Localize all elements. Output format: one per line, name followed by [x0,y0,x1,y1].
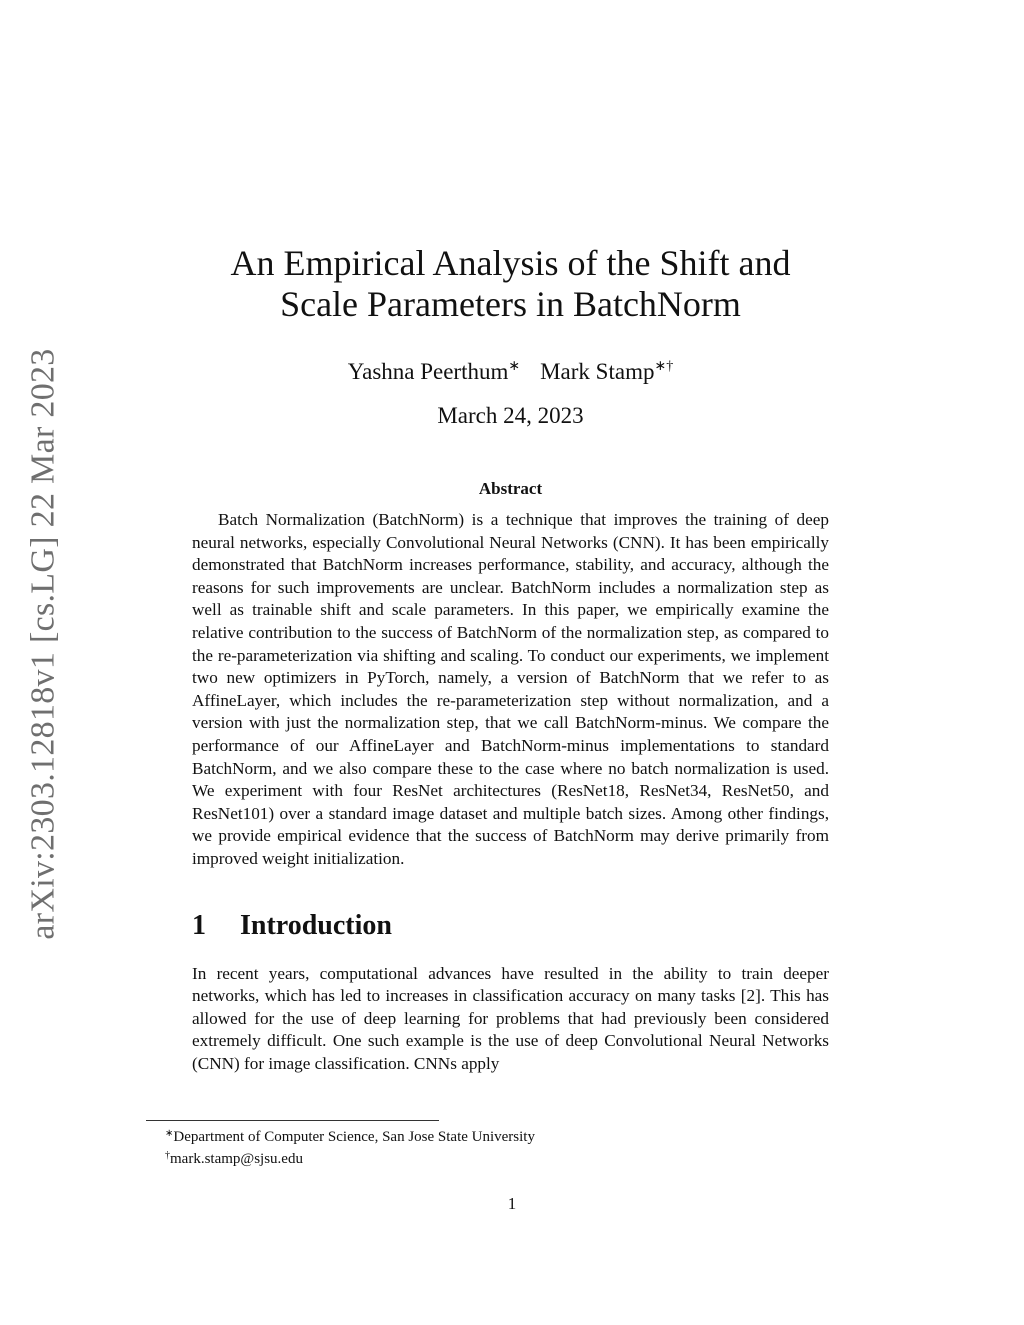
author-1-marks: ∗ [508,359,521,374]
arxiv-identifier-stamp [22,350,66,938]
footnote-affiliation-mark: ∗ [165,1128,174,1139]
paper-first-page [192,243,829,1093]
introduction-paragraph: In recent years, computational advances have resulted in the ability to train deeper networks, which has led to increases in classification accuracy on many tasks [2]. This has allowed for the use of deep learning for problems that had previously been considered extremely difficult. One such example is the use of deep Convolutional Neural Networks (CNN) for image classification. CNNs apply [192,963,829,1073]
arxiv-identifier-text: arXiv:2303.12818v1 [cs.LG] 22 Mar 2023 [25,348,63,940]
footnote-email [165,1148,535,1170]
footnotes [165,1126,535,1170]
abstract-text: Batch Normalization (BatchNorm) is a technique that improves the training of deep neural networks, especially Convolutional Neural Networks (CNN). It has been empirically demonstrated that BatchNorm increases performance, stability, and accuracy, although the reasons for such improvements are unclear. BatchNorm includes a normalization step as well as trainable shift and scale parameters. In this paper, we empirically examine the relative contribution to the success of BatchNorm of the normalization step, as compared to the re-parameterization via shifting and scaling. To conduct our experiments, we implement two new optimizers in PyTorch, namely, a version of BatchNorm that we refer to as AffineLayer, which includes the re-parameterization step without normalization, and a version with just the normalization step, that we call BatchNorm-minus. We compare the performance of our AffineLayer and BatchNorm-minus implementations to standard BatchNorm, and we also compare these to the case where no batch normalization is used. We experiment with four ResNet architectures (ResNet18, ResNet34, ResNet50, and ResNet101) over a standard image dataset and multiple batch sizes. Among other findings, we provide empirical evidence that the success of BatchNorm may derive primarily from improved weight initialization. [192,510,829,868]
footnote-email-text: mark.stamp@sjsu.edu [170,1151,303,1167]
footnote-affiliation [165,1126,535,1148]
author-1 [348,359,520,384]
author-2-name: Mark Stamp [540,359,655,384]
author-2-marks: ∗† [654,359,674,374]
page-number: 1 [507,1194,517,1213]
footnote-affiliation-text: Department of Computer Science, San Jose State University [173,1129,535,1145]
publication-date: March 24, 2023 [437,403,584,428]
section-heading-introduction [192,909,829,943]
section-title-text: Introduction [240,909,392,941]
section-number: 1 [192,909,206,941]
author-1-name: Yashna Peerthum [347,359,509,384]
abstract-heading: Abstract [478,479,543,498]
footnote-email-mark: † [165,1150,170,1161]
footnote-divider [146,1120,439,1121]
paper-title: An Empirical Analysis of the Shift and Scale Parameters in BatchNorm [230,243,791,324]
author-2 [540,359,673,384]
author-list [192,358,829,386]
